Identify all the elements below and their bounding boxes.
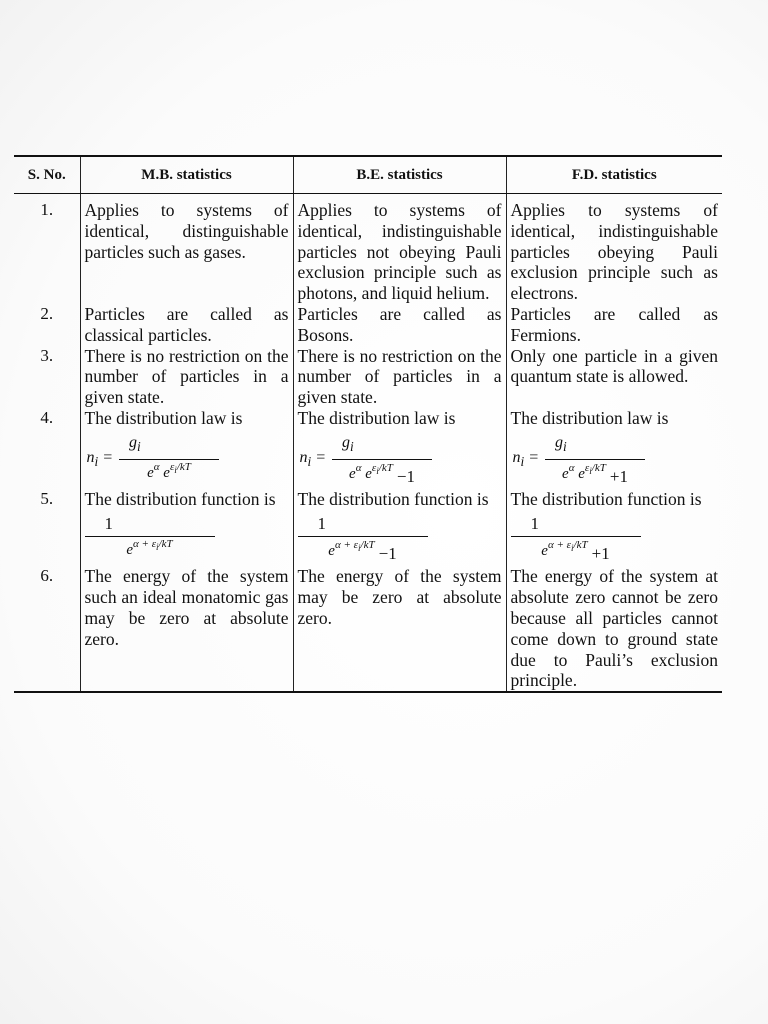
fd-cell: The energy of the system at absolute zero cannot be zero because all particles cannot come down to ground state due to Pauli’s exclusion principle. [506,566,722,692]
statistics-comparison-table [14,155,722,693]
formula-equals: = [528,449,539,467]
formula-subscript: i [520,454,525,470]
formula-subscript: i [589,465,592,476]
fd-cell: Particles are called as Fermions. [506,304,722,346]
formula-subscript: i [358,543,361,554]
fd-cell [506,408,722,489]
formula-symbol: g [342,433,350,451]
formula-symbol: g [129,433,137,451]
formula-tail-term: +1 [609,466,628,486]
be-cell: The energy of the system may be zero at absolute zero. [293,566,506,692]
mb-cell [80,489,293,567]
row-number: 6. [14,566,80,692]
formula-subscript: i [376,465,379,476]
header-be-statistics: B.E. statistics [293,156,506,194]
distribution-function-label: The distribution function is [84,488,276,509]
mb-cell: Particles are called as classical particles. [80,304,293,346]
formula-symbol: e [541,543,548,560]
formula-subscript: i [563,438,567,454]
formula-superscript: α + ε [547,539,571,552]
table-row [14,194,722,304]
mb-distribution-law-formula [87,433,220,488]
formula-symbol: e [147,464,154,481]
formula-subscript: i [307,454,312,470]
mb-cell: There is no restriction on the number of particles in a given state. [80,346,293,408]
formula-symbol: e [126,542,134,559]
formula-superscript: /kT [378,461,393,474]
formula-symbol: n [86,448,95,466]
formula-equals: = [315,449,326,467]
row-number: 1. [14,194,80,304]
formula-superscript: α [355,461,362,474]
formula-superscript: ε [371,461,377,474]
row-number: 2. [14,304,80,346]
formula-superscript: /kT [573,539,588,552]
formula-tail-term: +1 [591,544,610,564]
formula-subscript: i [571,543,574,554]
be-distribution-function-formula [298,514,428,567]
mb-cell: The energy of the system such an ideal monatomic gas may be zero at absolute zero. [80,566,293,692]
table-row [14,408,722,489]
formula-numerator: 1 [85,514,215,538]
formula-superscript: α [568,461,575,474]
distribution-law-label: The distribution law is [510,407,669,428]
formula-superscript: α + ε [133,538,157,551]
header-sno: S. No. [14,156,80,194]
fd-cell [506,489,722,567]
fd-cell: Applies to systems of identical, indistinguishable particles obeying Pauli exclusion principle such as electrons. [506,194,722,304]
distribution-law-label: The distribution law is [297,407,456,428]
formula-symbol: n [299,449,308,467]
table-row [14,304,722,346]
fd-distribution-law-formula [513,433,646,489]
be-cell: Applies to systems of identical, indistinguishable particles not obeying Pauli exclusion principle such as photons, and liquid helium. [293,194,506,304]
mb-cell [80,408,293,489]
be-cell: Particles are called as Bosons. [293,304,506,346]
table-header-row [14,156,722,194]
formula-tail-term: −1 [378,544,397,564]
mb-distribution-function-formula [85,514,215,566]
formula-subscript: i [156,542,159,553]
row-number: 4. [14,408,80,489]
table-row [14,489,722,567]
formula-superscript: ε [584,461,590,474]
formula-numerator: 1 [298,514,428,538]
distribution-function-label: The distribution function is [297,488,489,509]
formula-subscript: i [350,438,354,454]
formula-superscript: /kT [158,538,173,551]
row-number: 5. [14,489,80,567]
formula-symbol: e [365,465,372,482]
distribution-function-label: The distribution function is [510,488,702,509]
formula-symbol: e [562,465,569,482]
formula-numerator: 1 [511,514,641,538]
formula-symbol: e [163,464,170,481]
formula-superscript: α [153,460,160,473]
formula-subscript: i [94,453,99,469]
formula-symbol: n [512,449,521,467]
be-distribution-law-formula [300,433,433,489]
header-fd-statistics: F.D. statistics [506,156,722,194]
header-mb-statistics: M.B. statistics [80,156,293,194]
formula-symbol: g [555,433,563,451]
formula-superscript: /kT [176,460,191,473]
formula-superscript: ε [169,460,175,473]
be-cell: There is no restriction on the number of particles in a given state. [293,346,506,408]
formula-tail-term: −1 [396,466,415,486]
distribution-law-label: The distribution law is [84,407,243,428]
formula-superscript: /kT [591,461,606,474]
formula-subscript: i [137,438,141,454]
formula-equals: = [102,448,113,466]
formula-symbol: e [328,543,335,560]
formula-symbol: e [349,465,356,482]
be-cell [293,489,506,567]
formula-superscript: α + ε [334,539,358,552]
formula-subscript: i [174,464,177,475]
table-row [14,346,722,408]
row-number: 3. [14,346,80,408]
mb-cell: Applies to systems of identical, distinguishable particles such as gases. [80,194,293,304]
formula-superscript: /kT [360,539,375,552]
be-cell [293,408,506,489]
formula-symbol: e [578,465,585,482]
table-row [14,566,722,692]
fd-distribution-function-formula [511,514,641,567]
fd-cell: Only one particle in a given quantum state is allowed. [506,346,722,408]
